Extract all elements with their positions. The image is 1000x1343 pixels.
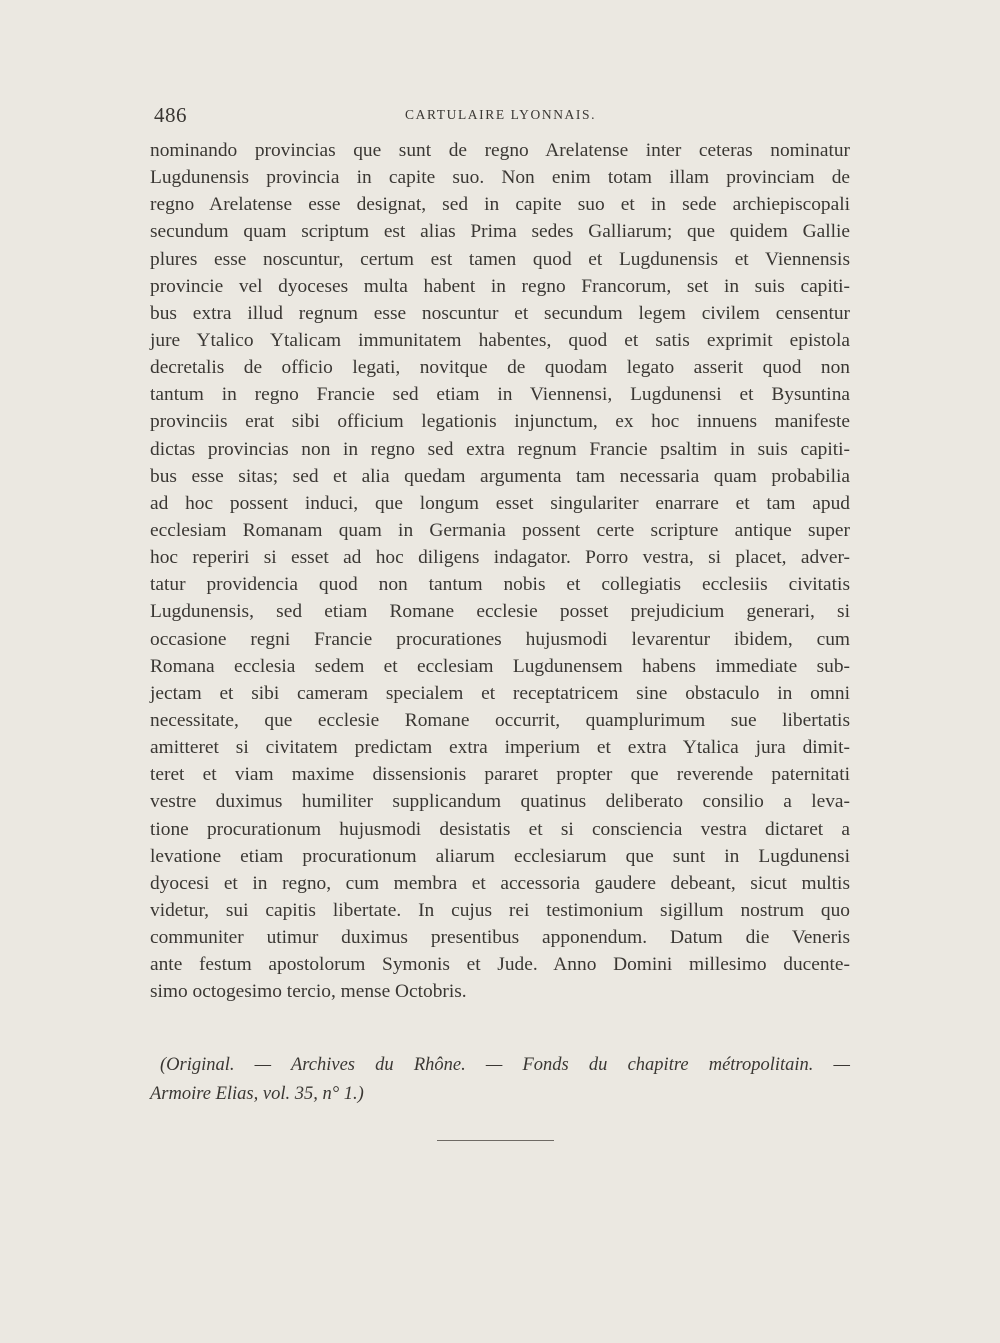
text-line: jectam et sibi cameram specialem et receptatricem sine obstaculo in omni — [150, 682, 850, 704]
text-line: occasione regni Francie procurationes hujusmodi levarentur ibidem, cum — [150, 628, 850, 650]
text-line: necessitate, que ecclesie Romane occurrit, quamplurimum sue libertatis — [150, 709, 850, 731]
text-line: bus esse sitas; sed et alia quedam argumenta tam necessaria quam probabilia — [150, 465, 850, 487]
text-line: ad hoc possent induci, que longum esset singulariter enarrare et tam apud — [150, 492, 850, 514]
text-line: decretalis de officio legati, novitque de quodam legato asserit quod non — [150, 357, 850, 379]
text-line: levatione etiam procurationum aliarum ecclesiarum que sunt in Lugdunensi — [150, 845, 850, 867]
text-line: Romana ecclesia sedem et ecclesiam Lugdunensem habens immediate sub- — [150, 655, 850, 677]
text-line: hoc reperiri si esset ad hoc diligens indagator. Porro vestra, si placet, adver- — [150, 547, 850, 569]
text-line: teret et viam maxime dissensionis pararet propter que reverende paternitati — [150, 764, 850, 786]
text-line: videtur, sui capitis libertate. In cujus rei testimonium sigillum nostrum quo — [150, 899, 850, 921]
text-line: jure Ytalico Ytalicam immunitatem habentes, quod et satis exprimit epistola — [150, 329, 850, 351]
text-line: secundum quam scriptum est alias Prima sedes Galliarum; que quidem Gallie — [150, 221, 850, 243]
running-title: CARTULAIRE LYONNAIS. — [405, 107, 597, 122]
text-line: simo octogesimo tercio, mense Octobris. — [150, 981, 467, 1003]
text-line: tione procurationum hujusmodi desistatis et si consciencia vestra dictaret a — [150, 818, 850, 840]
page-number: 486 — [154, 103, 187, 127]
text-line: provinciis erat sibi officium legationis injunctum, ex hoc innuens manifeste — [150, 411, 850, 433]
text-line: dyocesi et in regno, cum membra et accessoria gaudere debeant, sicut multis — [150, 872, 850, 894]
page-header — [150, 100, 850, 130]
source-citation — [150, 1051, 850, 1109]
text-line: tantum in regno Francie sed etiam in Viennensi, Lugdunensi et Bysuntina — [150, 384, 850, 406]
text-line: dictas provincias non in regno sed extra regnum Francie psaltim in suis capiti- — [150, 438, 850, 460]
text-line: amitteret si civitatem predictam extra imperium et extra Ytalica jura dimit- — [150, 737, 850, 759]
source-line: (Original. — Archives du Rhône. — Fonds du chapitre métropolitain. — — [160, 1055, 850, 1075]
end-rule — [437, 1140, 554, 1141]
main-text — [150, 137, 850, 1006]
text-line: ante festum apostolorum Symonis et Jude. Anno Domini millesimo ducente- — [150, 954, 850, 976]
text-line: plures esse noscuntur, certum est tamen quod et Lugdunensis et Viennensis — [150, 248, 850, 270]
text-line: provincie vel dyoceses multa habent in regno Francorum, set in suis capiti- — [150, 275, 850, 297]
text-line: tatur providencia quod non tantum nobis et collegiatis ecclesiis civitatis — [150, 574, 850, 596]
text-line: regno Arelatense esse designat, sed in capite suo et in sede archiepiscopali — [150, 194, 850, 216]
text-line: vestre duximus humiliter supplicandum quatinus deliberato consilio a leva- — [150, 791, 850, 813]
text-line: nominando provincias que sunt de regno Arelatense inter ceteras nominatur — [150, 140, 850, 161]
text-line: bus extra illud regnum esse noscuntur et secundum legem civilem censentur — [150, 302, 850, 324]
text-line: communiter utimur duximus presentibus apponendum. Datum die Veneris — [150, 927, 850, 949]
text-line: Lugdunensis, sed etiam Romane ecclesie posset prejudicium generari, si — [150, 601, 850, 623]
text-line: ecclesiam Romanam quam in Germania possent certe scripture antique super — [150, 519, 850, 541]
source-line: Armoire Elias, vol. 35, n° 1.) — [150, 1084, 364, 1104]
text-line: Lugdunensis provincia in capite suo. Non enim totam illam provinciam de — [150, 167, 850, 189]
